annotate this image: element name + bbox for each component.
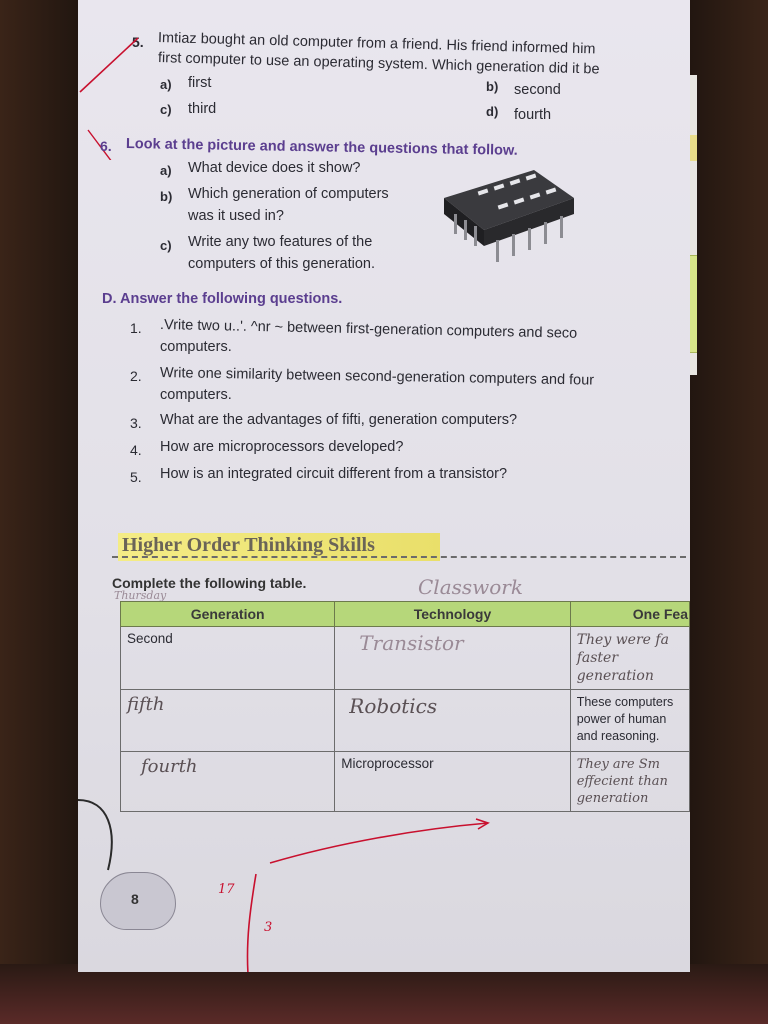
- question-text: What device does it show?: [188, 160, 361, 176]
- question-number: 1.: [130, 320, 142, 336]
- divider: [112, 556, 686, 558]
- question-text: computers.: [160, 339, 232, 355]
- question-text: Imtiaz bought an old computer from a friend. His friend informed him: [157, 30, 596, 58]
- option-label: a): [160, 163, 172, 178]
- column-header: Technology: [335, 602, 570, 627]
- handwritten-note: Classwork: [418, 575, 523, 599]
- table-header-row: [121, 602, 690, 627]
- option-text: fourth: [514, 107, 552, 123]
- grade-mark: 3: [264, 920, 273, 935]
- question-number: 5.: [132, 34, 144, 50]
- question-text: Write any two features of the: [188, 234, 373, 250]
- option-text: second: [514, 82, 561, 98]
- question-text: computers.: [160, 387, 232, 403]
- option-label: b): [160, 189, 173, 204]
- option-label: a): [160, 77, 172, 92]
- question-text: .Vrite two u..'. ^nr ~ between first-generation computers and seco: [159, 317, 578, 342]
- background-left: [0, 0, 90, 1024]
- technology-cell: Microprocessor: [335, 752, 570, 812]
- table-row: [121, 752, 690, 812]
- feature-cell: They are Sm effecient than generation: [570, 752, 689, 812]
- section-heading: D. Answer the following questions.: [102, 291, 343, 307]
- option-text: third: [188, 101, 217, 117]
- option-label: c): [160, 238, 172, 253]
- technology-cell: Robotics: [335, 690, 570, 752]
- question-number: 3.: [130, 415, 142, 431]
- technology-cell: Transistor: [335, 627, 570, 690]
- textbook-page: [78, 0, 690, 972]
- background-bottom: [0, 964, 768, 1024]
- feature-cell: These computers power of human and reasoning.: [570, 690, 689, 752]
- option-label: b): [486, 79, 499, 94]
- generation-cell: fourth: [121, 752, 335, 812]
- hots-title: Higher Order Thinking Skills: [122, 534, 375, 556]
- column-header: Generation: [121, 602, 335, 627]
- page-number: 8: [131, 891, 139, 907]
- generation-cell: Second: [121, 627, 335, 690]
- table-row: [121, 690, 690, 752]
- handwritten-day: Thursday: [114, 589, 167, 602]
- mouse-icon: [100, 872, 176, 930]
- question-text: computers of this generation.: [188, 256, 375, 272]
- question-number: 6.: [100, 138, 112, 154]
- feature-cell: They were fa faster generation: [570, 627, 689, 690]
- option-text: first: [188, 75, 212, 91]
- question-text: first computer to use an operating system. Which generation did it be: [157, 50, 600, 78]
- question-number: 4.: [130, 442, 142, 458]
- table-row: [121, 627, 690, 690]
- question-heading: Look at the picture and answer the questions that follow.: [125, 136, 518, 159]
- question-text: was it used in?: [188, 208, 284, 224]
- question-text: How are microprocessors developed?: [160, 439, 404, 455]
- integrated-circuit-image: [438, 160, 580, 270]
- question-number: 2.: [130, 368, 142, 384]
- column-header: One Fea: [570, 602, 689, 627]
- question-text: How is an integrated circuit different from a transistor?: [160, 466, 508, 482]
- generation-table: [120, 601, 690, 812]
- red-arrow-mark: [258, 815, 498, 875]
- option-label: c): [160, 102, 172, 117]
- question-text: Which generation of computers: [188, 186, 389, 202]
- question-number: 5.: [130, 469, 142, 485]
- question-text: Write one similarity between second-generation computers and four: [159, 365, 595, 389]
- grade-mark: 17: [218, 882, 235, 897]
- generation-cell: fifth: [121, 690, 335, 752]
- table-instruction: Complete the following table.: [112, 575, 307, 591]
- option-label: d): [486, 104, 499, 119]
- question-text: What are the advantages of fifti, generation computers?: [160, 412, 518, 428]
